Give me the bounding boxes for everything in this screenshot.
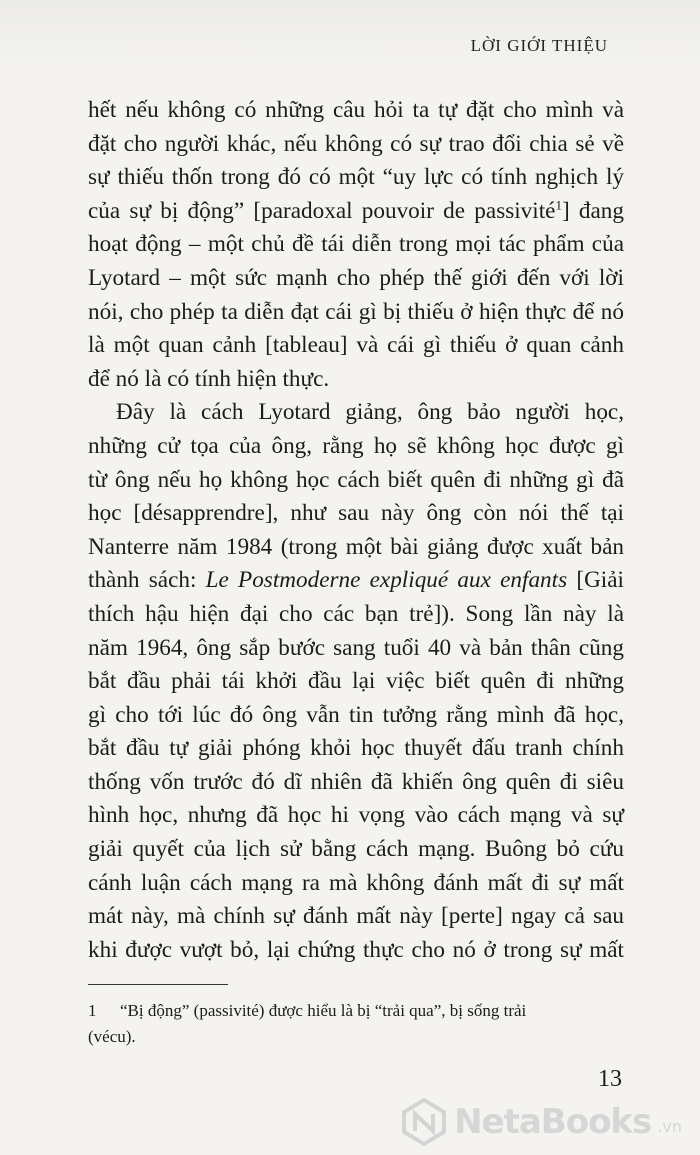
page-number: 13 [598, 1066, 622, 1092]
text-segment: thành sách: [88, 567, 206, 594]
text-line: Đây là cách Lyotard giảng, ông bảo người học, [116, 399, 624, 426]
text-line: sự thiếu thốn trong đó có một “uy lực có tính nghịch lý [88, 164, 624, 191]
text-line: mát này, mà chính sự đánh mất này [perte] ngay cả sau [88, 903, 624, 930]
text-line: Nanterre năm 1984 (trong một bài giảng được xuất bản [88, 533, 624, 560]
text-line: Lyotard – một sức mạnh cho phép thế giới đến với lời [88, 264, 624, 291]
page-header-band [0, 0, 700, 70]
text-line [88, 564, 624, 598]
book-title-italic: Le Postmoderne expliqué aux enfants [205, 567, 568, 594]
text-segment: ] đang [561, 197, 624, 224]
text-line: bắt đầu tự giải phóng khỏi học thuyết đấu tranh chính [88, 735, 624, 762]
watermark-tld: .vn [657, 1117, 682, 1136]
text-line: thích hậu hiện đại cho các bạn trẻ]). Song lần này là [88, 600, 624, 627]
netabooks-logo-icon [400, 1098, 448, 1146]
footnote-line [88, 998, 624, 1024]
text-line [88, 195, 624, 229]
footnote-line: (vécu). [88, 1027, 136, 1046]
footnote [88, 998, 624, 1050]
text-line: để nó là có tính hiện thực. [88, 365, 330, 392]
text-line: hình học, nhưng đã học hi vọng vào cách mạng và sự [88, 802, 624, 829]
text-line: từ ông nếu họ không học cách biết quên đi những gì đã [88, 466, 624, 493]
text-line: năm 1964, ông sắp bước sang tuổi 40 và bản thân cũng [88, 634, 624, 661]
footnote-text: “Bị động” (passivité) được hiểu là bị “trải qua”, bị sống trải [120, 1001, 527, 1020]
text-line: là một quan cảnh [tableau] và cái gì thiếu ở quan cảnh [88, 332, 624, 359]
footnote-divider [88, 984, 228, 985]
text-line: những cử tọa của ông, rằng họ sẽ không học được gì [88, 432, 624, 459]
watermark [400, 1098, 682, 1146]
text-line: nói, cho phép ta diễn đạt cái gì bị thiếu ở hiện thực để nó [88, 298, 624, 325]
text-segment: [Giải [567, 567, 624, 594]
text-line: gì cho tới lúc đó ông vẫn tin tưởng rằng mình đã học, [88, 701, 624, 728]
text-segment: của sự bị động” [paradoxal pouvoir de passivité [88, 197, 556, 224]
text-line: hết nếu không có những câu hỏi ta tự đặt cho mình và [88, 97, 624, 123]
watermark-name: NetaBooks [454, 1102, 652, 1142]
text-line: thống vốn trước đó dĩ nhiên đã khiến ông quên đi siêu [88, 768, 624, 795]
running-title: LỜI GIỚI THIỆU [470, 36, 608, 55]
text-line: giải quyết của lịch sử bằng cách mạng. Buông bỏ cứu [88, 836, 624, 863]
footnote-ref: 1 [555, 197, 562, 213]
text-line: khi được vượt bỏ, lại chứng thực cho nó ở trong sự mất [88, 936, 624, 963]
footnote-number: 1 [88, 1001, 97, 1020]
text-line: hoạt động – một chủ đề tái diễn trong mọi tác phẩm của [88, 231, 624, 258]
text-line: cánh luận cách mạng ra mà không đánh mất đi sự mất [88, 869, 624, 896]
text-line: bắt đầu phải tái khởi đầu lại việc biết quên đi những [88, 668, 624, 695]
body-text [88, 94, 624, 967]
text-line: đặt cho người khác, nếu không có sự trao đổi chia sẻ về [88, 130, 624, 157]
text-line: học [désapprendre], như sau này ông còn nói thế tại [88, 500, 624, 527]
